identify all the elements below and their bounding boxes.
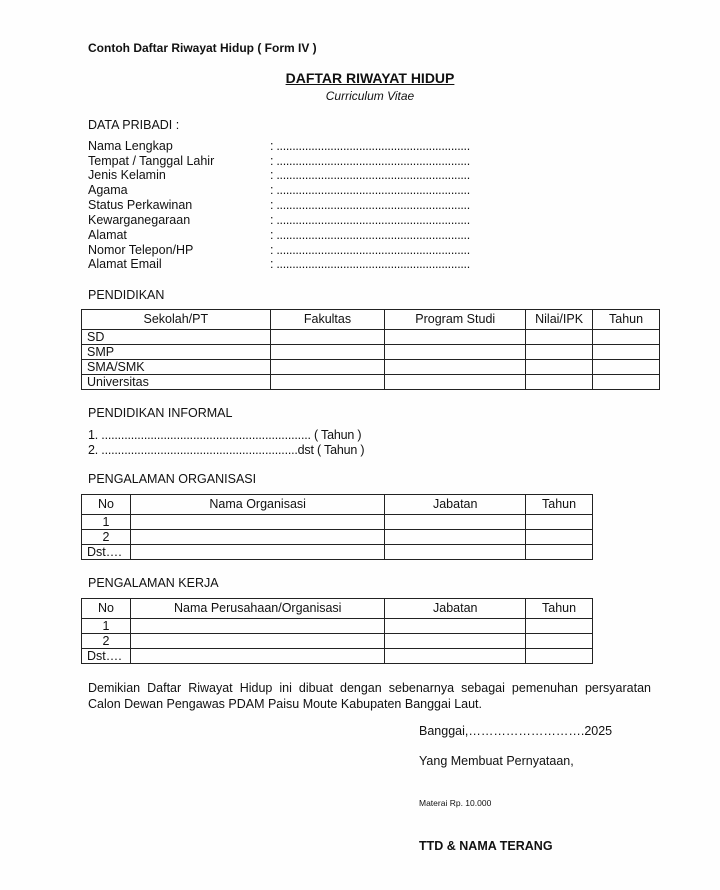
signature-maker: Yang Membuat Pernyataan, [419,754,574,768]
personal-field-value: : ............................................................. [270,168,470,182]
table-cell [593,345,660,360]
table-row [82,330,660,345]
section-heading-pendidikan-informal: PENDIDIKAN INFORMAL [88,406,233,420]
table-cell [385,619,526,634]
row-label: Universitas [82,375,271,390]
personal-field-label: Jenis Kelamin [88,168,166,182]
row-number: Dst…. [82,649,131,664]
personal-field-value: : ............................................................. [270,257,470,271]
table-row [82,345,660,360]
table-cell [385,330,526,345]
personal-field-value: : ............................................................. [270,198,470,212]
document-subtitle: Curriculum Vitae [325,89,415,103]
row-number: 2 [82,530,131,545]
personal-field-label: Nomor Telepon/HP [88,243,194,257]
personal-field-row [88,213,508,228]
personal-field-label: Agama [88,183,128,197]
section-heading-data-pribadi: DATA PRIBADI : [88,118,180,132]
table-cell [526,634,593,649]
column-header: Tahun [593,310,660,330]
column-header: Jabatan [385,599,526,619]
informal-item: 1. ................................................................ ( Tahun ) [88,428,362,442]
row-number: 2 [82,634,131,649]
table-cell [130,634,384,649]
personal-field-label: Tempat / Tanggal Lahir [88,154,215,168]
column-header: Nama Organisasi [130,495,384,515]
personal-field-value: : ............................................................. [270,228,470,242]
personal-field-row [88,168,508,183]
table-header-row [82,495,593,515]
table-cell [130,515,384,530]
table-cell [385,515,526,530]
personal-field-row [88,243,508,258]
column-header: Tahun [526,599,593,619]
personal-field-row [88,228,508,243]
table-row [82,515,593,530]
personal-field-label: Alamat Email [88,257,162,271]
table-header-row [82,310,660,330]
table-cell [130,619,384,634]
table-cell [385,345,526,360]
table-cell [270,375,385,390]
table-cell [385,634,526,649]
table-cell [385,360,526,375]
column-header: No [82,495,131,515]
column-header: Nama Perusahaan/Organisasi [130,599,384,619]
table-cell [385,649,526,664]
document-title: DAFTAR RIWAYAT HIDUP [285,70,455,86]
column-header: Nilai/IPK [526,310,593,330]
table-cell [593,330,660,345]
organization-table [81,494,593,560]
table-row [82,530,593,545]
personal-field-label: Kewarganegaraan [88,213,191,227]
personal-field-row [88,154,508,169]
personal-field-row [88,183,508,198]
table-row [82,634,593,649]
personal-field-label: Nama Lengkap [88,139,173,153]
section-heading-pengalaman-organisasi: PENGALAMAN ORGANISASI [88,472,257,486]
table-header-row [82,599,593,619]
personal-field-label: Status Perkawinan [88,198,193,212]
table-row [82,545,593,560]
table-cell [526,515,593,530]
table-cell [270,345,385,360]
table-cell [385,530,526,545]
column-header: Program Studi [385,310,526,330]
work-experience-table [81,598,593,664]
table-cell [526,345,593,360]
table-cell [526,619,593,634]
personal-field-row [88,198,508,213]
row-number: 1 [82,515,131,530]
personal-field-value: : ............................................................. [270,213,470,227]
personal-field-value: : ............................................................. [270,183,470,197]
section-heading-pendidikan: PENDIDIKAN [88,288,165,302]
table-cell [130,530,384,545]
table-cell [270,360,385,375]
personal-field-value: : ............................................................. [270,243,470,257]
table-row [82,360,660,375]
row-label: SMA/SMK [82,360,271,375]
personal-field-value: : ............................................................. [270,154,470,168]
column-header: Sekolah/PT [82,310,271,330]
column-header: No [82,599,131,619]
row-label: SMP [82,345,271,360]
table-cell [526,530,593,545]
column-header: Tahun [526,495,593,515]
table-cell [526,649,593,664]
row-number: 1 [82,619,131,634]
table-cell [593,375,660,390]
closing-paragraph: Demikian Daftar Riwayat Hidup ini dibuat dengan sebenarnya sebagai pemenuhan persyaratan Calon Dewan Pengawas PDAM Paisu Moute Kabupaten Banggai Laut. [88,681,651,711]
table-cell [270,330,385,345]
table-row [82,375,660,390]
personal-field-label: Alamat [88,228,127,242]
education-table [81,309,660,390]
table-cell [526,360,593,375]
column-header: Fakultas [270,310,385,330]
materai-label: Materai Rp. 10.000 [419,798,492,808]
table-row [82,619,593,634]
signature-place-date: Banggai,……………………….2025 [419,724,613,738]
column-header: Jabatan [385,495,526,515]
ttd-label: TTD & NAMA TERANG [419,839,553,853]
table-cell [385,375,526,390]
personal-field-row [88,257,508,272]
row-label: SD [82,330,271,345]
table-cell [526,375,593,390]
personal-field-value: : ............................................................. [270,139,470,153]
row-number: Dst…. [82,545,131,560]
informal-item: 2. ............................................................dst ( Tahun ) [88,443,365,457]
table-cell [593,360,660,375]
table-cell [526,330,593,345]
table-cell [385,545,526,560]
section-heading-pengalaman-kerja: PENGALAMAN KERJA [88,576,219,590]
personal-field-row [88,139,508,154]
table-cell [130,649,384,664]
table-cell [526,545,593,560]
table-row [82,649,593,664]
table-cell [130,545,384,560]
form-label: Contoh Daftar Riwayat Hidup ( Form IV ) [88,41,317,55]
